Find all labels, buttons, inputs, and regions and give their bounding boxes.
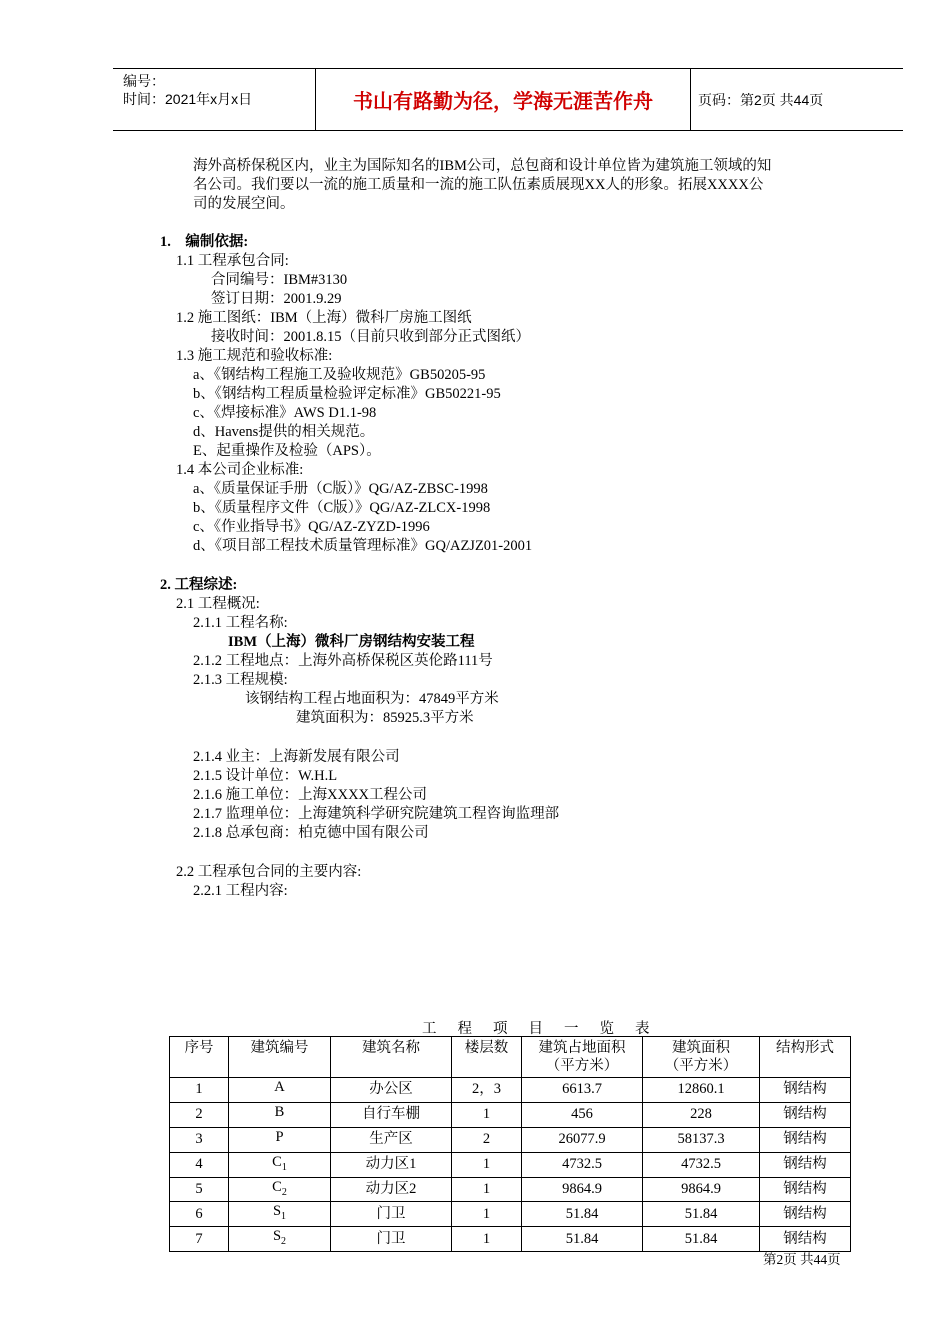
- cell-floors: 2: [452, 1127, 522, 1152]
- cell-land-area: 4732.5: [522, 1152, 643, 1177]
- section-2-2: 2.2 工程承包合同的主要内容:: [176, 864, 362, 880]
- section-1-heading: 1. 编制依据:: [160, 234, 249, 250]
- section-2-1-8: 2.1.8 总承包商：柏克德中国有限公司: [193, 825, 429, 841]
- header-page-cell: [690, 69, 903, 130]
- cell-no: 6: [170, 1202, 229, 1227]
- cell-floors: 1: [452, 1227, 522, 1252]
- cell-no: 4: [170, 1152, 229, 1177]
- cell-building-area: 9864.9: [643, 1177, 760, 1202]
- cell-structure: 钢结构: [760, 1177, 851, 1202]
- standard-item: a、《钢结构工程施工及验收规范》GB50205-95: [193, 367, 486, 383]
- section-2-1-2: 2.1.2 工程地点：上海外高桥保税区英伦路111号: [193, 653, 493, 669]
- cell-code: $S_1$: [229, 1202, 331, 1227]
- section-2-1: 2.1 工程概况:: [176, 596, 260, 612]
- header-motto: 书山有路勤为径，学海无涯苦作舟: [353, 89, 653, 113]
- cell-code: A: [229, 1078, 331, 1103]
- section-2-heading: 2. 工程综述:: [160, 577, 238, 593]
- intro-line-3: 司的发展空间。: [193, 196, 295, 212]
- standard-item: b、《钢结构工程质量检验评定标准》GB50221-95: [193, 386, 501, 402]
- cell-building-area: 58137.3: [643, 1127, 760, 1152]
- cell-code: $S_2$: [229, 1227, 331, 1252]
- cell-name: 门卫: [331, 1227, 452, 1252]
- th-floors: 楼层数: [452, 1037, 522, 1078]
- cell-name: 生产区: [331, 1127, 452, 1152]
- table-row: [170, 1227, 851, 1252]
- company-standard-item: c、《作业指导书》QG/AZ-ZYZD-1996: [193, 519, 430, 535]
- section-2-1-7: 2.1.7 监理单位：上海建筑科学研究院建筑工程咨询监理部: [193, 806, 560, 822]
- cell-structure: 钢结构: [760, 1202, 851, 1227]
- header-page-number: 页码：第2页 共44页: [698, 91, 824, 108]
- table-row: [170, 1078, 851, 1103]
- th-code: 建筑编号: [229, 1037, 331, 1078]
- doc-number-label: 编号：: [123, 73, 165, 89]
- standard-item: c、《焊接标准》AWS D1.1-98: [193, 405, 377, 421]
- receive-date: 接收时间：2001.8.15（目前只收到部分正式图纸）: [211, 329, 530, 345]
- th-building-area: 建筑面积 （平方米）: [643, 1037, 760, 1078]
- page-header: [113, 68, 903, 131]
- th-structure: 结构形式: [760, 1037, 851, 1078]
- header-meta: [113, 69, 315, 130]
- cell-floors: 1: [452, 1102, 522, 1127]
- doc-time-label: 时间：2021年x月x日: [123, 91, 253, 107]
- cell-structure: 钢结构: [760, 1102, 851, 1127]
- cell-name: 动力区1: [331, 1152, 452, 1177]
- cell-land-area: 456: [522, 1102, 643, 1127]
- cell-land-area: 26077.9: [522, 1127, 643, 1152]
- cell-floors: 1: [452, 1177, 522, 1202]
- building-area: 建筑面积为：85925.3平方米: [296, 710, 474, 726]
- cell-code: $C_2$: [229, 1177, 331, 1202]
- section-2-1-6: 2.1.6 施工单位：上海XXXX工程公司: [193, 787, 428, 803]
- contract-number: 合同编号：IBM#3130: [211, 272, 348, 288]
- intro-line-2: 名公司。我们要以一流的施工质量和一流的施工队伍素质展现XX人的形象。拓展XXXX公: [193, 177, 764, 193]
- table-header-row: [170, 1037, 851, 1078]
- cell-building-area: 51.84: [643, 1227, 760, 1252]
- project-table: [169, 1036, 851, 1252]
- cell-building-area: 51.84: [643, 1202, 760, 1227]
- header-motto-cell: [315, 69, 691, 130]
- table-row: [170, 1127, 851, 1152]
- cell-building-area: 12860.1: [643, 1078, 760, 1103]
- table-row: [170, 1202, 851, 1227]
- cell-land-area: 51.84: [522, 1227, 643, 1252]
- table-row: [170, 1102, 851, 1127]
- company-standard-item: a、《质量保证手册（C版）》QG/AZ-ZBSC-1998: [193, 481, 488, 497]
- th-no: 序号: [170, 1037, 229, 1078]
- company-standard-item: d、《项目部工程技术质量管理标准》GQ/AZJZ01-2001: [193, 538, 533, 554]
- table-row: [170, 1152, 851, 1177]
- cell-no: 7: [170, 1227, 229, 1252]
- cell-name: 门卫: [331, 1202, 452, 1227]
- cell-floors: 2，3: [452, 1078, 522, 1103]
- cell-no: 2: [170, 1102, 229, 1127]
- cell-structure: 钢结构: [760, 1127, 851, 1152]
- section-2-1-4: 2.1.4 业主：上海新发展有限公司: [193, 749, 400, 765]
- section-1-1: 1.1 工程承包合同:: [176, 253, 289, 269]
- th-land-area: 建筑占地面积 （平方米）: [522, 1037, 643, 1078]
- section-2-1-5: 2.1.5 设计单位：W.H.L: [193, 768, 338, 784]
- cell-structure: 钢结构: [760, 1227, 851, 1252]
- cell-no: 1: [170, 1078, 229, 1103]
- section-1-4: 1.4 本公司企业标准:: [176, 462, 304, 478]
- cell-floors: 1: [452, 1202, 522, 1227]
- section-2-1-1: 2.1.1 工程名称:: [193, 615, 288, 631]
- cell-no: 3: [170, 1127, 229, 1152]
- cell-no: 5: [170, 1177, 229, 1202]
- land-area: 该钢结构工程占地面积为：47849平方米: [245, 691, 499, 707]
- cell-land-area: 6613.7: [522, 1078, 643, 1103]
- cell-land-area: 51.84: [522, 1202, 643, 1227]
- cell-code: P: [229, 1127, 331, 1152]
- section-1-3: 1.3 施工规范和验收标准:: [176, 348, 333, 364]
- company-standard-item: b、《质量程序文件（C版）》QG/AZ-ZLCX-1998: [193, 500, 491, 516]
- cell-name: 动力区2: [331, 1177, 452, 1202]
- th-name: 建筑名称: [331, 1037, 452, 1078]
- section-2-1-3: 2.1.3 工程规模:: [193, 672, 288, 688]
- cell-name: 办公区: [331, 1078, 452, 1103]
- table-row: [170, 1177, 851, 1202]
- standard-item: E、起重操作及检验（APS）。: [193, 443, 381, 459]
- intro-line-1: 海外高桥保税区内，业主为国际知名的IBM公司，总包商和设计单位皆为建筑施工领域的知: [193, 158, 772, 174]
- cell-building-area: 4732.5: [643, 1152, 760, 1177]
- cell-building-area: 228: [643, 1102, 760, 1127]
- table-caption: 工程项目一览表: [422, 1021, 671, 1037]
- cell-code: B: [229, 1102, 331, 1127]
- cell-code: $C_1$: [229, 1152, 331, 1177]
- section-2-2-1: 2.2.1 工程内容:: [193, 883, 288, 899]
- cell-name: 自行车棚: [331, 1102, 452, 1127]
- cell-land-area: 9864.9: [522, 1177, 643, 1202]
- section-1-2: 1.2 施工图纸：IBM（上海）微科厂房施工图纸: [176, 310, 472, 326]
- cell-structure: 钢结构: [760, 1152, 851, 1177]
- sign-date: 签订日期：2001.9.29: [211, 291, 342, 307]
- cell-structure: 钢结构: [760, 1078, 851, 1103]
- page-footer: 第2页 共44页: [763, 1252, 841, 1267]
- standard-item: d、Havens提供的相关规范。: [193, 424, 375, 440]
- cell-floors: 1: [452, 1152, 522, 1177]
- project-name: IBM（上海）微科厂房钢结构安装工程: [228, 634, 475, 650]
